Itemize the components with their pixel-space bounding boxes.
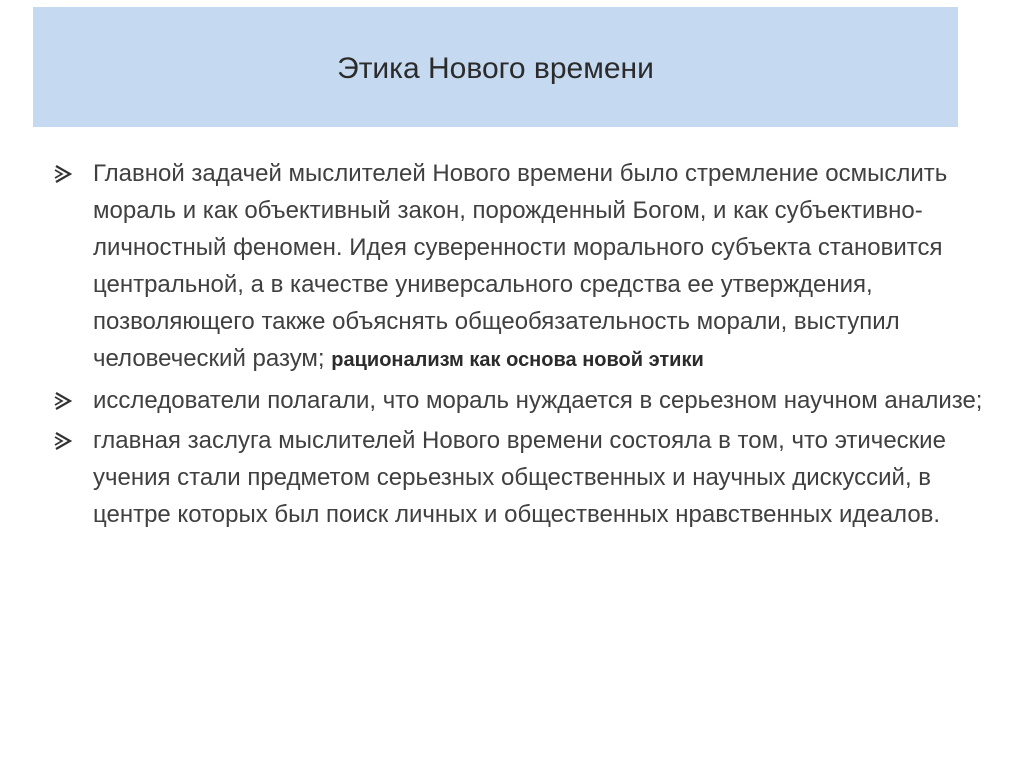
title-band (33, 7, 958, 127)
arrow-bullet-icon (53, 431, 75, 451)
bullet-item (53, 155, 988, 379)
bullet-text: исследователи полагали, что мораль нуждается в серьезном научном анализе; (93, 387, 983, 414)
arrow-bullet-icon (53, 391, 75, 411)
bullet-list (53, 155, 988, 536)
bullet-item (53, 382, 988, 419)
bullet-text: главная заслуга мыслителей Нового времени состояла в том, что этические учения стали предметом серьезных общественных и научных дискуссий, в центре которых был поиск личных и общественных нравственных идеалов. (93, 427, 946, 528)
bullet-item (53, 422, 988, 533)
slide-title: Этика Нового времени (337, 52, 654, 85)
bullet-bold-text: рационализм как основа новой этики (331, 349, 704, 371)
arrow-bullet-icon (53, 164, 75, 184)
bullet-text: Главной задачей мыслителей Нового времени было стремление осмыслить мораль и как объективный закон, порожденный Богом, и как субъективно-личностный феномен. Идея суверенности морального субъекта становится центральной, а в качестве универсального средства ее утверждения, позволяющего также объяснять общеобязательность морали, выступил человеческий разум; (93, 160, 948, 372)
